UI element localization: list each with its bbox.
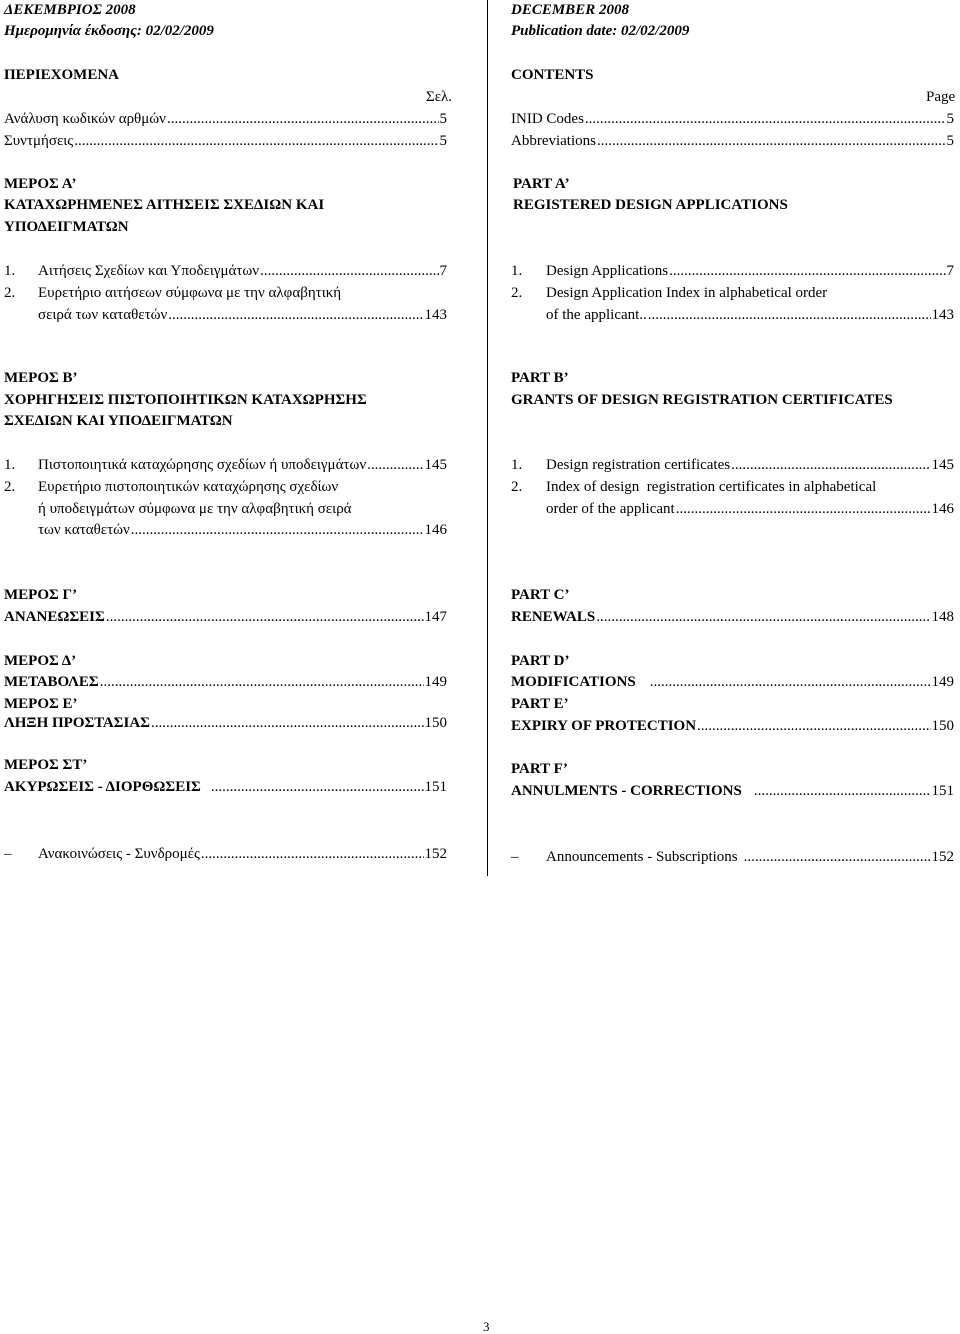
toc-label: Design registration certificates [546,457,731,473]
toc-page: 152 [424,846,447,862]
header-month-greek: ΔΕΚΕΜΒΡΙΟΣ 2008 [4,2,136,18]
toc-label: Abbreviations [511,133,596,149]
contents-title-english: CONTENTS [511,67,594,83]
toc-number: 2. [4,479,16,495]
toc-page: 5 [439,111,447,127]
toc-label: ΛΗΞΗ ΠΡΟΣΤΑΣΙΑΣ [4,715,150,731]
toc-entry-d-greek[interactable] [4,675,447,690]
toc-label-line: ή υποδειγμάτων σύμφωνα με την αλφαβητική σειρά [38,501,352,517]
toc-entry-c-greek[interactable] [4,610,447,625]
toc-entry-a2-english[interactable] [546,308,954,323]
page-label-greek: Σελ. [426,89,453,105]
toc-label: Ανάλυση κωδικών αρθμών [4,111,166,127]
toc-label: order of the applicant [546,501,675,517]
toc-label: των καταθετών [38,522,130,538]
toc-label: Design Applications [546,263,669,279]
toc-page: 5 [439,133,447,149]
page-number: 3 [483,1319,490,1334]
toc-page: 145 [931,457,954,473]
dot-leader [151,716,424,731]
toc-entry-announcements-greek[interactable] [38,847,447,862]
toc-page: 149 [931,674,954,690]
toc-entry-b2-english[interactable] [546,502,954,517]
toc-label: INID Codes [511,111,584,127]
toc-number: 1. [511,263,523,279]
toc-entry-e-english[interactable] [511,719,954,734]
toc-label: MODIFICATIONS [511,674,636,690]
toc-label: Ανακοινώσεις - Συνδρομές [38,846,200,862]
toc-entry-f-greek[interactable] [4,780,447,795]
dot-leader [744,850,931,865]
toc-entry-b1-greek[interactable] [38,458,447,473]
toc-number: 2. [511,479,523,495]
toc-entry-announcements-english[interactable] [546,850,954,865]
toc-page: 143 [424,307,447,323]
column-divider [487,0,488,876]
part-f-title-greek: ΜΕΡΟΣ ΣΤ’ [4,757,88,773]
toc-page: 148 [931,609,954,625]
toc-page: 149 [424,674,447,690]
toc-page: 145 [424,457,447,473]
toc-page: 5 [946,111,954,127]
part-a-title-english: PART A’ [513,176,570,192]
dot-leader [585,112,946,127]
toc-entry-a1-greek[interactable] [38,264,447,279]
part-c-title-english: PART C’ [511,587,570,603]
toc-label: σειρά των καταθετών [38,307,168,323]
part-a-subtitle-english: REGISTERED DESIGN APPLICATIONS [513,197,788,213]
part-a-title-greek: ΜΕΡΟΣ Α’ [4,176,77,192]
toc-label: Announcements - Subscriptions [546,849,738,865]
toc-label: EXPIRY OF PROTECTION [511,718,697,734]
part-f-title-english: PART F’ [511,761,568,777]
toc-label: Συντμήσεις [4,133,74,149]
toc-page: 7 [439,263,447,279]
part-b-subtitle2-greek: ΣΧΕΔΙΩΝ ΚΑΙ ΥΠΟΔΕΙΓΜΑΤΩΝ [4,413,233,429]
toc-entry-inid-english[interactable] [511,112,954,127]
toc-entry-c-english[interactable] [511,610,954,625]
dot-leader [650,675,931,690]
toc-label: ΑΚΥΡΩΣΕΙΣ - ΔΙΟΡΘΩΣΕΙΣ [4,779,201,795]
toc-label-line: Design Application Index in alphabetical order [546,285,828,301]
toc-number: 2. [511,285,523,301]
toc-label-line: Ευρετήριο πιστοποιητικών καταχώρησης σχεδίων [38,479,339,495]
toc-page: 152 [931,849,954,865]
part-b-title-greek: ΜΕΡΟΣ Β’ [4,370,78,386]
announcements-dash: – [511,849,519,865]
dot-leader [648,308,931,323]
dot-leader [201,847,424,862]
toc-label: ANNULMENTS - CORRECTIONS [511,783,742,799]
dot-leader [167,112,439,127]
dot-leader [676,502,931,517]
part-c-title-greek: ΜΕΡΟΣ Γ’ [4,587,78,603]
toc-number: 1. [4,457,16,473]
toc-page: 5 [946,133,954,149]
dot-leader [260,264,438,279]
toc-entry-a1-english[interactable] [546,264,954,279]
header-month-english: DECEMBER 2008 [511,2,629,18]
toc-label: Αιτήσεις Σχεδίων και Υποδειγμάτων [38,263,260,279]
toc-page: 151 [424,779,447,795]
dot-leader [597,134,946,149]
page-label-english: Page [926,89,956,105]
part-e-title-english: PART E’ [511,696,569,712]
announcements-dash: – [4,846,12,862]
part-d-title-english: PART D’ [511,653,570,669]
toc-label: ΜΕΤΑΒΟΛΕΣ [4,674,99,690]
toc-entry-b2-greek[interactable] [38,523,447,538]
dot-leader [168,308,423,323]
toc-entry-inid-greek[interactable] [4,112,447,127]
toc-page: 150 [931,718,954,734]
dot-leader [211,780,424,795]
toc-page: 151 [931,783,954,799]
toc-entry-abbreviations-greek[interactable] [4,134,447,149]
toc-page: 146 [931,501,954,517]
dot-leader [74,134,438,149]
dot-leader [754,784,931,799]
dot-leader [131,523,424,538]
toc-page: 147 [424,609,447,625]
dot-leader [731,458,930,473]
toc-number: 2. [4,285,16,301]
toc-label: of the applicant.. [546,307,647,323]
toc-label: Πιστοποιητικά καταχώρησης σχεδίων ή υποδειγμάτων [38,457,367,473]
toc-entry-f-english[interactable] [511,784,954,799]
part-a-subtitle-greek: ΚΑΤΑΧΩΡΗΜΕΝΕΣ ΑΙΤΗΣΕΙΣ ΣΧΕΔΙΩΝ ΚΑΙ [4,197,325,213]
toc-label-line: Index of design registration certificates in alphabetical [546,479,877,495]
part-b-subtitle-english: GRANTS OF DESIGN REGISTRATION CERTIFICATES [511,392,893,408]
toc-entry-d-english[interactable] [511,675,954,690]
dot-leader [106,610,424,625]
toc-number: 1. [4,263,16,279]
dot-leader [669,264,945,279]
toc-label: ΑΝΑΝΕΩΣΕΙΣ [4,609,105,625]
dot-leader [596,610,930,625]
toc-page: 143 [931,307,954,323]
toc-label-line: Ευρετήριο αιτήσεων σύμφωνα με την αλφαβητική [38,285,342,301]
part-e-title-greek: ΜΕΡΟΣ Ε’ [4,696,78,712]
toc-entry-a2-greek[interactable] [38,308,447,323]
header-pubdate-greek: Ημερομηνία έκδοσης: 02/02/2009 [4,23,214,39]
toc-page: 146 [424,522,447,538]
dot-leader [367,458,423,473]
part-b-subtitle-greek: ΧΟΡΗΓΗΣΕΙΣ ΠΙΣΤΟΠΟΙΗΤΙΚΩΝ ΚΑΤΑΧΩΡΗΣΗΣ [4,392,367,408]
toc-entry-e-greek[interactable] [4,716,447,731]
toc-entry-abbreviations-english[interactable] [511,134,954,149]
toc-page: 150 [424,715,447,731]
toc-page: 7 [946,263,954,279]
dot-leader [697,719,930,734]
toc-label: RENEWALS [511,609,596,625]
part-a-subtitle2-greek: ΥΠΟΔΕΙΓΜΑΤΩΝ [4,219,129,235]
contents-title-greek: ΠΕΡΙΕΧΟΜΕΝΑ [4,67,120,83]
part-d-title-greek: ΜΕΡΟΣ Δ’ [4,653,77,669]
toc-entry-b1-english[interactable] [546,458,954,473]
dot-leader [100,675,424,690]
toc-number: 1. [511,457,523,473]
header-pubdate-english: Publication date: 02/02/2009 [511,23,690,39]
part-b-title-english: PART B’ [511,370,569,386]
